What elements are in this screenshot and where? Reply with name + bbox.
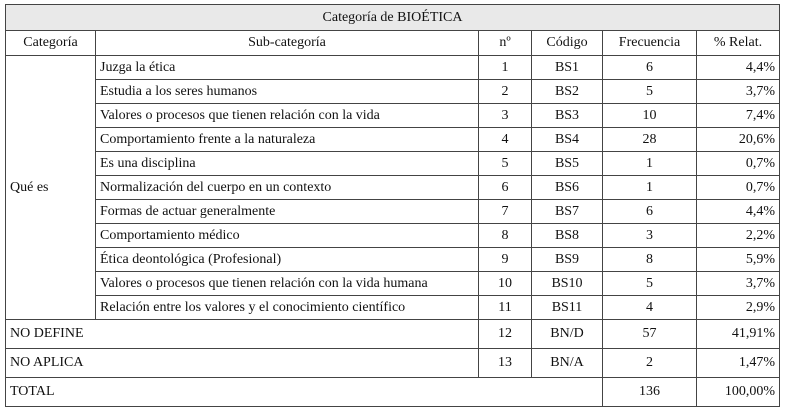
no-define-label: NO DEFINE	[6, 320, 479, 349]
no-define-percent: 41,91%	[697, 320, 780, 349]
table-row	[6, 104, 780, 128]
total-label: TOTAL	[6, 378, 603, 407]
table-row	[6, 128, 780, 152]
table-row	[6, 80, 780, 104]
number-cell: 2	[479, 80, 532, 104]
table-title: Categoría de BIOÉTICA	[6, 5, 780, 31]
code-cell: BS8	[532, 224, 603, 248]
frequency-cell: 6	[603, 200, 697, 224]
table-row	[6, 200, 780, 224]
subcategory-cell: Es una disciplina	[96, 152, 479, 176]
subcategory-cell: Formas de actuar generalmente	[96, 200, 479, 224]
subcategory-cell: Valores o procesos que tienen relación con la vida humana	[96, 272, 479, 296]
percent-cell: 0,7%	[697, 176, 780, 200]
table-row	[6, 248, 780, 272]
number-cell: 5	[479, 152, 532, 176]
header-codigo: Código	[532, 31, 603, 56]
no-define-row	[6, 320, 780, 349]
frequency-cell: 10	[603, 104, 697, 128]
header-frecuencia: Frecuencia	[603, 31, 697, 56]
code-cell: BS11	[532, 296, 603, 320]
percent-cell: 3,7%	[697, 272, 780, 296]
header-relat: % Relat.	[697, 31, 780, 56]
subcategory-cell: Comportamiento frente a la naturaleza	[96, 128, 479, 152]
percent-cell: 2,2%	[697, 224, 780, 248]
subcategory-cell: Ética deontológica (Profesional)	[96, 248, 479, 272]
frequency-cell: 1	[603, 152, 697, 176]
bioetica-table	[5, 4, 780, 407]
percent-cell: 3,7%	[697, 80, 780, 104]
code-cell: BS9	[532, 248, 603, 272]
subcategory-cell: Relación entre los valores y el conocimiento científico	[96, 296, 479, 320]
frequency-cell: 5	[603, 272, 697, 296]
code-cell: BS6	[532, 176, 603, 200]
number-cell: 10	[479, 272, 532, 296]
subcategory-cell: Normalización del cuerpo en un contexto	[96, 176, 479, 200]
code-cell: BS7	[532, 200, 603, 224]
no-define-frequency: 57	[603, 320, 697, 349]
percent-cell: 4,4%	[697, 200, 780, 224]
percent-cell: 2,9%	[697, 296, 780, 320]
header-numero: nº	[479, 31, 532, 56]
table-row	[6, 152, 780, 176]
percent-cell: 0,7%	[697, 152, 780, 176]
header-row	[6, 31, 780, 56]
total-percent: 100,00%	[697, 378, 780, 407]
no-define-code: BN/D	[532, 320, 603, 349]
number-cell: 9	[479, 248, 532, 272]
table-title-row	[6, 5, 780, 31]
table-row	[6, 56, 780, 80]
code-cell: BS5	[532, 152, 603, 176]
number-cell: 3	[479, 104, 532, 128]
no-aplica-row	[6, 349, 780, 378]
table-row	[6, 296, 780, 320]
code-cell: BS1	[532, 56, 603, 80]
number-cell: 6	[479, 176, 532, 200]
frequency-cell: 6	[603, 56, 697, 80]
percent-cell: 20,6%	[697, 128, 780, 152]
code-cell: BS3	[532, 104, 603, 128]
no-aplica-frequency: 2	[603, 349, 697, 378]
no-define-number: 12	[479, 320, 532, 349]
percent-cell: 7,4%	[697, 104, 780, 128]
group-label: Qué es	[6, 56, 96, 320]
frequency-cell: 28	[603, 128, 697, 152]
table-row	[6, 272, 780, 296]
frequency-cell: 3	[603, 224, 697, 248]
code-cell: BS10	[532, 272, 603, 296]
number-cell: 11	[479, 296, 532, 320]
total-row	[6, 378, 780, 407]
table-row	[6, 224, 780, 248]
code-cell: BS4	[532, 128, 603, 152]
percent-cell: 4,4%	[697, 56, 780, 80]
subcategory-cell: Juzga la ética	[96, 56, 479, 80]
frequency-cell: 4	[603, 296, 697, 320]
subcategory-cell: Estudia a los seres humanos	[96, 80, 479, 104]
number-cell: 8	[479, 224, 532, 248]
number-cell: 4	[479, 128, 532, 152]
frequency-cell: 1	[603, 176, 697, 200]
frequency-cell: 5	[603, 80, 697, 104]
total-frequency: 136	[603, 378, 697, 407]
table-body	[6, 56, 780, 320]
subcategory-cell: Comportamiento médico	[96, 224, 479, 248]
number-cell: 7	[479, 200, 532, 224]
number-cell: 1	[479, 56, 532, 80]
header-subcategoria: Sub-categoría	[96, 31, 479, 56]
no-aplica-label: NO APLICA	[6, 349, 479, 378]
no-aplica-number: 13	[479, 349, 532, 378]
frequency-cell: 8	[603, 248, 697, 272]
code-cell: BS2	[532, 80, 603, 104]
subcategory-cell: Valores o procesos que tienen relación con la vida	[96, 104, 479, 128]
percent-cell: 5,9%	[697, 248, 780, 272]
header-categoria: Categoría	[6, 31, 96, 56]
table-row	[6, 176, 780, 200]
no-aplica-percent: 1,47%	[697, 349, 780, 378]
no-aplica-code: BN/A	[532, 349, 603, 378]
